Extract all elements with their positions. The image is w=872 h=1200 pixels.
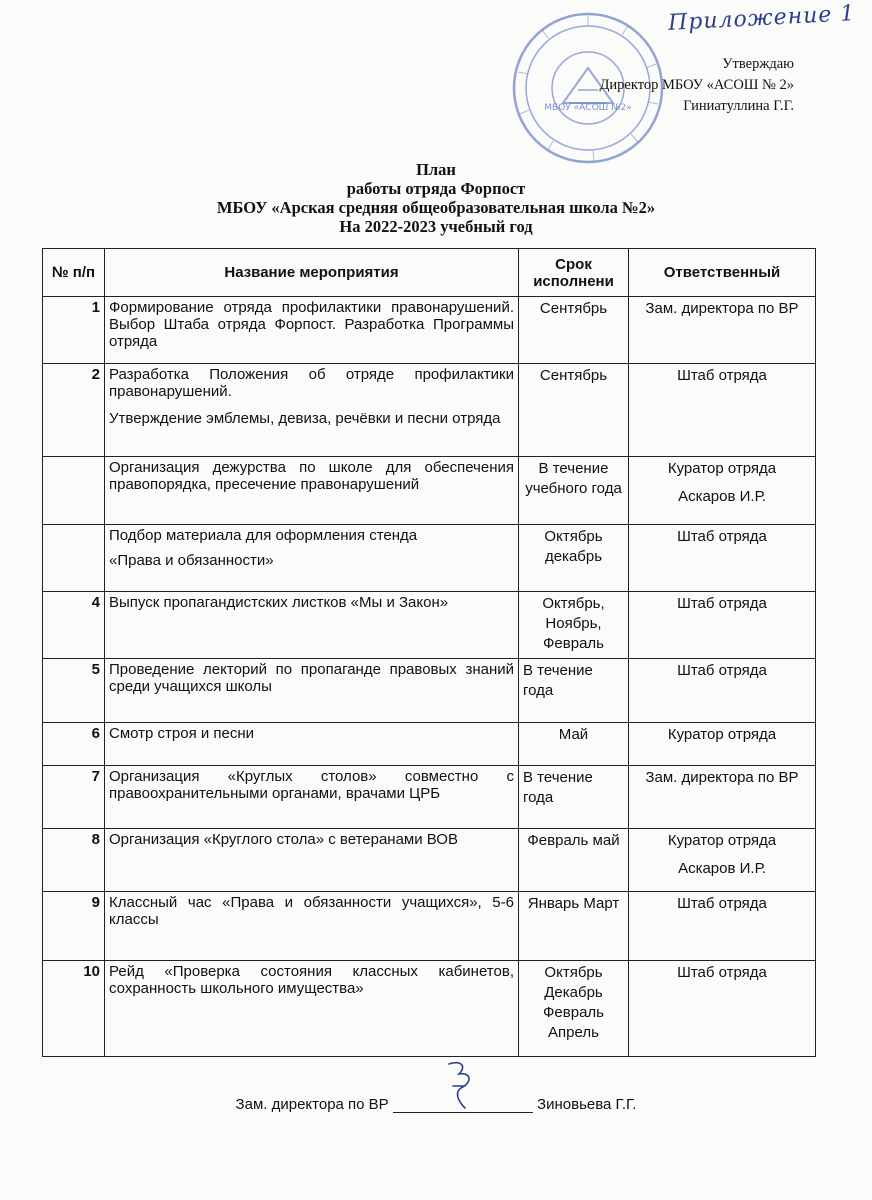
table-row — [43, 592, 816, 659]
handwritten-annotation: Приложение 1 — [667, 1, 856, 36]
seal-text: МБОУ «АСОШ №2» — [544, 103, 632, 113]
row-term — [519, 766, 629, 829]
row-name — [105, 364, 519, 457]
title-line-2: работы отряда Форпост — [346, 179, 526, 198]
signature-block — [0, 1096, 872, 1113]
row-num: 6 — [43, 723, 105, 766]
header-term: Срок исполнени — [519, 249, 629, 297]
title-line-3: МБОУ «Арская средняя общеобразовательная школа №2» — [216, 198, 656, 217]
row-name: Смотр строя и песни — [105, 723, 519, 766]
row-term: Октябрь Декабрь Февраль Апрель — [519, 961, 629, 1057]
row-name-part-2: «Права и обязанности» — [109, 552, 274, 569]
row-resp: Зам. директора по ВР — [629, 297, 816, 364]
approval-line-2: Директор МБОУ «АСОШ № 2» — [599, 77, 794, 93]
row-term: Январь Март — [519, 892, 629, 961]
row-resp: Штаб отряда — [629, 364, 816, 457]
row-term: Май — [519, 723, 629, 766]
row-name-part-1: Подбор материала для оформления стенда — [109, 527, 418, 544]
row-num: 2 — [43, 364, 105, 457]
row-term: В течение года — [519, 659, 629, 723]
row-resp — [629, 457, 816, 525]
table-row — [43, 525, 816, 592]
activity-plan-table — [42, 248, 816, 1057]
table-row — [43, 297, 816, 364]
title-line-4: На 2022-2023 учебный год — [339, 217, 533, 236]
row-name: Классный час «Права и обязанности учащихся», 5-6 классы — [105, 892, 519, 961]
table-row — [43, 723, 816, 766]
row-resp-part-1: Куратор отряда — [667, 832, 777, 849]
table-header-row — [43, 249, 816, 297]
row-num: 9 — [43, 892, 105, 961]
row-term-clipped: Октябрь, Ноябрь, Февраль — [542, 595, 605, 652]
table-row — [43, 659, 816, 723]
row-resp: Куратор отряда — [629, 723, 816, 766]
row-name: Формирование отряда профилактики правонарушений. Выбор Штаба отряда Форпост. Разработка Программы отряда — [105, 297, 519, 364]
row-term-clipped: В течение года — [523, 769, 593, 806]
row-resp-part-2: Аскаров И.Р. — [678, 860, 766, 877]
row-name: Организация «Круглого стола» с ветеранами ВОВ — [105, 829, 519, 892]
row-num: 8 — [43, 829, 105, 892]
row-resp: Штаб отряда — [629, 961, 816, 1057]
document-title — [0, 160, 872, 236]
row-name: Организация «Круглых столов» совместно с правоохранительными органами, врачами ЦРБ — [105, 766, 519, 829]
row-term — [519, 592, 629, 659]
signer-position: Зам. директора по ВР — [235, 1096, 389, 1113]
row-num — [43, 457, 105, 525]
signer-name: Зиновьева Г.Г. — [537, 1096, 637, 1113]
header-num: № п/п — [43, 249, 105, 297]
row-term: Сентябрь — [519, 297, 629, 364]
row-term: Октябрь декабрь — [519, 525, 629, 592]
row-resp — [629, 829, 816, 892]
row-resp: Штаб отряда — [629, 892, 816, 961]
header-name: Название мероприятия — [105, 249, 519, 297]
approval-line-3: Гиниатуллина Г.Г. — [683, 98, 794, 114]
handwritten-signature — [431, 1056, 491, 1116]
row-term: В течение учебного года — [519, 457, 629, 525]
table-row — [43, 892, 816, 961]
row-name: Рейд «Проверка состояния классных кабинетов, сохранность школьного имущества» — [105, 961, 519, 1057]
row-num: 10 — [43, 961, 105, 1057]
row-resp: Зам. директора по ВР — [629, 766, 816, 829]
row-num: 1 — [43, 297, 105, 364]
row-num: 5 — [43, 659, 105, 723]
row-name: Организация дежурства по школе для обеспечения правопорядка, пресечение правонарушений — [105, 457, 519, 525]
row-resp: Штаб отряда — [629, 592, 816, 659]
row-term: Февраль май — [519, 829, 629, 892]
row-num — [43, 525, 105, 592]
table-row — [43, 766, 816, 829]
row-resp: Штаб отряда — [629, 659, 816, 723]
table-row — [43, 364, 816, 457]
row-name: Выпуск пропагандистских листков «Мы и Закон» — [105, 592, 519, 659]
row-name-part-1: Разработка Положения об отряде профилактики правонарушений. — [109, 366, 514, 400]
row-term: Сентябрь — [519, 364, 629, 457]
row-name — [105, 525, 519, 592]
row-resp-part-2: Аскаров И.Р. — [678, 488, 766, 505]
row-resp: Штаб отряда — [629, 525, 816, 592]
approval-line-1: Утверждаю — [722, 56, 794, 72]
table-row — [43, 961, 816, 1057]
row-name: Проведение лекторий по пропаганде правовых знаний среди учащихся школы — [105, 659, 519, 723]
row-name-part-2: Утверждение эмблемы, девиза, речёвки и песни отряда — [109, 410, 501, 427]
signature-line — [393, 1096, 533, 1113]
table-row — [43, 829, 816, 892]
row-resp-part-1: Куратор отряда — [667, 460, 777, 477]
title-line-1: План — [416, 160, 456, 179]
row-num: 4 — [43, 592, 105, 659]
header-resp: Ответственный — [629, 249, 816, 297]
row-num: 7 — [43, 766, 105, 829]
table-row — [43, 457, 816, 525]
approval-block — [600, 54, 794, 117]
